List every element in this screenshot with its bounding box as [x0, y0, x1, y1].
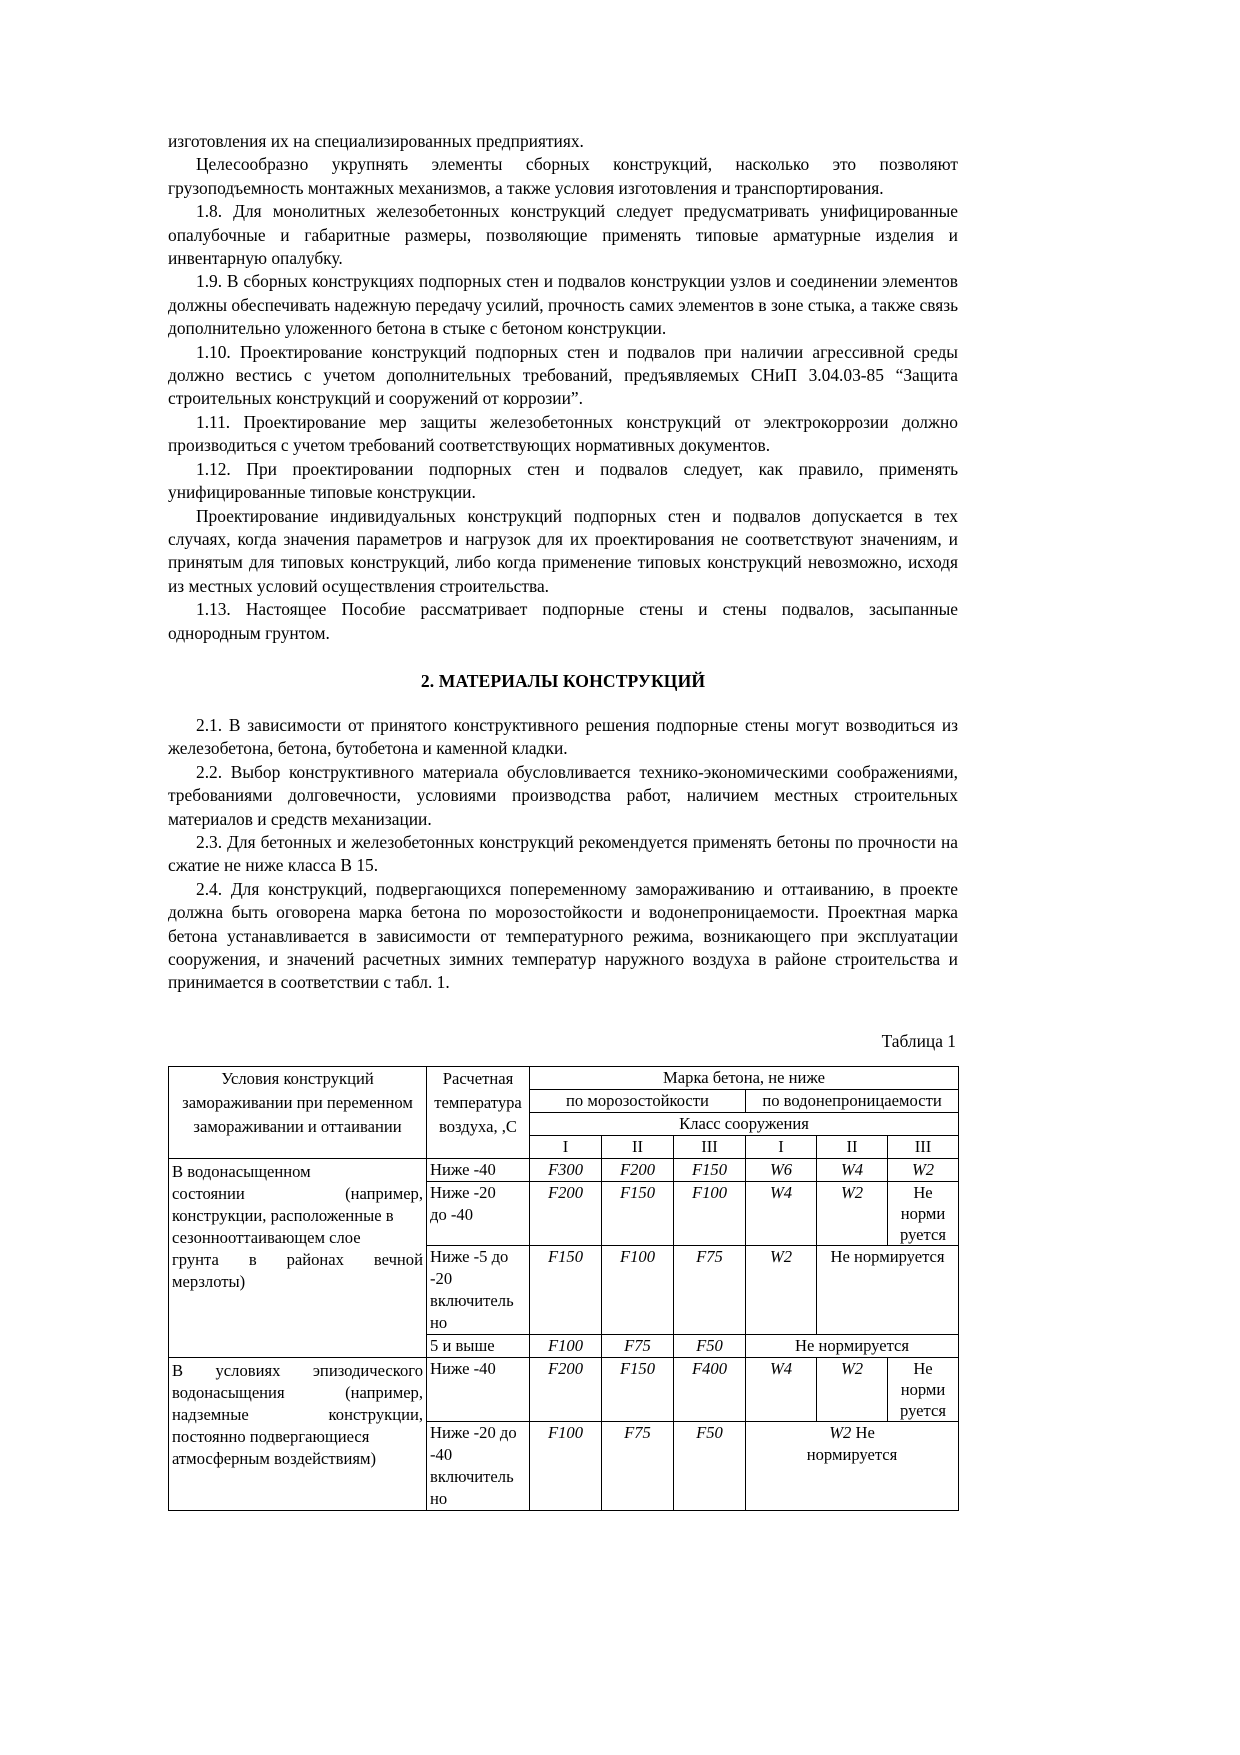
condition-word: конструкции, — [328, 1404, 423, 1424]
temp-line: Ниже -5 до — [430, 1246, 509, 1266]
header-class-f-3: III — [674, 1135, 746, 1158]
water-grade-2: W4 — [817, 1158, 888, 1181]
paragraph-1: Целесообразно укрупнять элементы сборных конструкций, насколько это позволяют грузоподъемность монтажных механизмов, а также условия изготовления и транспортирования. — [168, 154, 958, 198]
condition-line: В водонасыщенном — [172, 1161, 311, 1181]
temperature-value — [427, 1181, 530, 1245]
frost-grade-2: F75 — [602, 1334, 674, 1357]
condition-word: В — [172, 1360, 184, 1380]
temperature-value: Ниже -40 — [427, 1357, 530, 1421]
frost-grade-1: F200 — [530, 1181, 602, 1245]
header-grade-group: Марка бетона, не ниже — [530, 1066, 959, 1089]
header-class-w-2: II — [817, 1135, 888, 1158]
temperature-value — [427, 1245, 530, 1334]
condition-line: постоянно подвергающиеся — [172, 1426, 370, 1446]
frost-grade-3: F400 — [674, 1357, 746, 1421]
water-grade-number: 2 — [843, 1422, 852, 1442]
frost-grade-3: F50 — [674, 1334, 746, 1357]
temp-line: до -40 — [430, 1204, 474, 1224]
water-grade-2: W2 — [817, 1181, 888, 1245]
condition-word: районах — [286, 1249, 344, 1269]
water-grade-2: W2 — [817, 1357, 888, 1421]
condition-word: водонасыщения — [172, 1382, 285, 1402]
frost-grade-1: F200 — [530, 1357, 602, 1421]
condition-word: (например, — [345, 1183, 423, 1203]
header-structure-class: Класс сооружения — [530, 1112, 959, 1135]
header-water-permeability: по водонепроницаемости — [746, 1089, 959, 1112]
condition-word: вечной — [373, 1249, 423, 1269]
condition-line: атмосферным воздействиям) — [172, 1448, 377, 1468]
temp-line: Ниже -20 до — [430, 1422, 517, 1442]
condition-line: мерзлоты) — [172, 1271, 246, 1291]
frost-grade-1: F300 — [530, 1158, 602, 1181]
water-grade-1: W2 — [746, 1245, 817, 1334]
paragraph-5: 1.11. Проектирование мер защиты железобетонных конструкций от электрокоррозии должно производиться с учетом требований соответствующих нормативных документов. — [168, 411, 958, 456]
temperature-value: Ниже -40 — [427, 1158, 530, 1181]
condition-word: грунта — [172, 1249, 219, 1269]
condition-line — [172, 1360, 423, 1382]
water-grade-1: W4 — [746, 1357, 817, 1421]
temperature-value: 5 и выше — [427, 1334, 530, 1357]
table-row — [169, 1158, 959, 1181]
concrete-grade-table — [168, 1066, 959, 1511]
row-condition-cell — [169, 1357, 427, 1510]
water-grade-value: W — [829, 1422, 844, 1442]
frost-grade-2: F75 — [602, 1421, 674, 1510]
frost-grade-3: F50 — [674, 1421, 746, 1510]
water-grade-span: Не нормируется — [817, 1245, 959, 1334]
section-title: 2. МАТЕРИАЛЫ КОНСТРУКЦИЙ — [420, 670, 706, 691]
header-conditions: Условия конструкций замораживании при переменном замораживании и оттаивании — [169, 1066, 427, 1158]
temperature-value — [427, 1421, 530, 1510]
frost-grade-1: F100 — [530, 1421, 602, 1510]
frost-grade-2: F100 — [602, 1245, 674, 1334]
paragraph-7: Проектирование индивидуальных конструкций подпорных стен и подвалов допускается в тех случаях, когда значения параметров и нагрузок для их проектирования не соответствуют значениям, и принятым для типовых конструкций, либо когда применение типовых конструкций невозможно, исходя из местных условий осуществления строительства. — [168, 505, 958, 596]
condition-word: в — [248, 1249, 257, 1269]
paragraph-2: 1.8. Для монолитных железобетонных конструкций следует предусматривать унифицированные опалубочные и габаритные размеры, позволяющие применять типовые арматурные изделия и инвентарную опалубку. — [168, 201, 958, 269]
row-condition-cell — [169, 1158, 427, 1357]
condition-word: состоянии — [172, 1183, 245, 1203]
water-grade-span: W2 Не нормируется — [746, 1421, 959, 1510]
condition-line — [172, 1404, 423, 1426]
temp-line: -40 — [430, 1444, 453, 1464]
water-grade-1: W6 — [746, 1158, 817, 1181]
water-grade-3: Не норми руется — [888, 1181, 959, 1245]
frost-grade-1: F100 — [530, 1334, 602, 1357]
water-grade-span-all: Не нормируется — [746, 1334, 959, 1357]
condition-line — [172, 1382, 423, 1404]
frost-grade-3: F100 — [674, 1181, 746, 1245]
temp-line: но — [430, 1312, 448, 1332]
paragraph-2-2: 2.2. Выбор конструктивного материала обусловливается технико-экономическими соображениями, требованиями долговечности, условиями производства работ, наличием местных строительных материалов и средств механизации. — [168, 761, 958, 829]
temp-line: Ниже -20 — [430, 1182, 496, 1202]
frost-grade-2: F150 — [602, 1357, 674, 1421]
condition-line: конструкции, расположенные в — [172, 1205, 394, 1225]
temp-line: включитель — [430, 1290, 514, 1310]
condition-line: сезоннооттаивающем слое — [172, 1227, 361, 1247]
frost-grade-3: F150 — [674, 1158, 746, 1181]
paragraph-3: 1.9. В сборных конструкциях подпорных стен и подвалов конструкции узлов и соединении элементов должны обеспечивать надежную передачу усилий, прочность самих элементов в зоне стыка, а также связь дополнительно уложенного бетона в стыке с бетоном конструкции. — [168, 271, 958, 339]
condition-word: условиях — [215, 1360, 281, 1380]
header-class-w-3: III — [888, 1135, 959, 1158]
header-class-f-2: II — [602, 1135, 674, 1158]
temp-line: включитель — [430, 1466, 514, 1486]
paragraph-0: изготовления их на специализированных предприятиях. — [168, 131, 584, 151]
paragraph-2-4: 2.4. Для конструкций, подвергающихся попеременному замораживанию и оттаиванию, в проекте должна быть оговорена марка бетона по морозостойкости и водонепроницаемости. Проектная марка бетона устанавливается в зависимости от температурного режима, возникающего при эксплуатации сооружения, и значений расчетных зимних температур наружного воздуха в районе строительства и принимается в соответствии с табл. 1. — [168, 878, 958, 993]
header-temperature: Расчетная температура воздуха, ,С — [427, 1066, 530, 1158]
water-grade-1: W4 — [746, 1181, 817, 1245]
header-frost-resistance: по морозостойкости — [530, 1089, 746, 1112]
water-grade-3: W2 — [888, 1158, 959, 1181]
paragraph-8: 1.13. Настоящее Пособие рассматривает подпорные стены и стены подвалов, засыпанные однородным грунтом. — [168, 599, 958, 643]
paragraph-4: 1.10. Проектирование конструкций подпорных стен и подвалов при наличии агрессивной среды должно вестись с учетом дополнительных требований, предъявляемых СНиП 3.04.03-85 “Защита строительных конструкций и сооружений от коррозии”. — [168, 341, 958, 409]
temp-line: -20 — [430, 1268, 453, 1288]
condition-word: надземные — [172, 1404, 249, 1424]
frost-grade-1: F150 — [530, 1245, 602, 1334]
frost-grade-2: F200 — [602, 1158, 674, 1181]
condition-word: (например, — [345, 1382, 423, 1402]
frost-grade-3: F75 — [674, 1245, 746, 1334]
condition-line — [172, 1183, 423, 1205]
frost-grade-2: F150 — [602, 1181, 674, 1245]
condition-line — [172, 1249, 423, 1271]
condition-word: эпизодического — [312, 1360, 423, 1380]
table-header-row-1 — [169, 1066, 959, 1089]
table-row — [169, 1357, 959, 1421]
paragraph-2-1: 2.1. В зависимости от принятого конструктивного решения подпорные стены могут возводиться из железобетона, бетона, бутобетона и каменной кладки. — [168, 714, 958, 759]
header-class-f-1: I — [530, 1135, 602, 1158]
paragraph-6: 1.12. При проектировании подпорных стен и подвалов следует, как правило, применять унифицированные типовые конструкции. — [168, 458, 958, 503]
water-grade-3: Не норми руется — [888, 1357, 959, 1421]
header-class-w-1: I — [746, 1135, 817, 1158]
paragraph-2-3: 2.3. Для бетонных и железобетонных конструкций рекомендуется применять бетоны по прочности на сжатие не ниже класса В 15. — [168, 831, 958, 876]
table-caption: Таблица 1 — [881, 1030, 956, 1051]
document-page — [168, 130, 958, 1511]
temp-line: но — [430, 1488, 448, 1508]
